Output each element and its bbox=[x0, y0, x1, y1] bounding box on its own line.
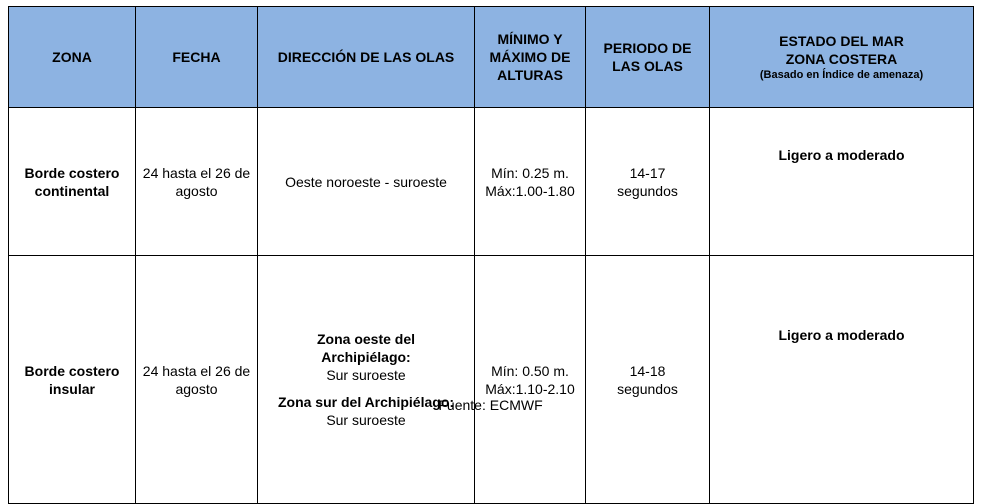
estado-value: Ligero a moderado bbox=[778, 147, 905, 163]
header-periodo bbox=[586, 7, 710, 108]
fecha-line2: agosto bbox=[175, 380, 218, 397]
direccion-zone-a-value: Sur suroeste bbox=[326, 367, 406, 383]
header-fecha: FECHA bbox=[136, 7, 258, 108]
zona-line2: continental bbox=[34, 182, 110, 199]
direccion-cell bbox=[258, 256, 475, 504]
direccion-cell bbox=[258, 108, 475, 256]
fecha-line1: 24 hasta el 26 de bbox=[142, 164, 251, 181]
zona-line1: Borde costero bbox=[24, 362, 120, 379]
direccion-zone-b-value: Sur suroeste bbox=[326, 412, 406, 428]
header-alturas bbox=[475, 7, 586, 108]
periodo-unit: segundos bbox=[617, 182, 678, 199]
periodo-value: 14-18 bbox=[629, 362, 666, 379]
fecha-line2: agosto bbox=[175, 182, 218, 199]
periodo-value: 14-17 bbox=[629, 164, 666, 181]
fecha-cell bbox=[136, 256, 258, 504]
zona-cell bbox=[9, 108, 136, 256]
header-alturas-line3: ALTURAS bbox=[497, 67, 563, 83]
estado-cell bbox=[710, 108, 974, 256]
zona-line1: Borde costero bbox=[24, 164, 120, 181]
table-row-insular bbox=[9, 256, 974, 504]
estado-cell bbox=[710, 256, 974, 504]
estado-value: Ligero a moderado bbox=[778, 327, 905, 343]
header-alturas-line2: MÁXIMO DE bbox=[489, 49, 571, 65]
altura-min: Mín: 0.25 m. bbox=[491, 164, 569, 181]
header-periodo-line1: PERIODO DE bbox=[603, 40, 692, 56]
header-periodo-line2: LAS OLAS bbox=[612, 58, 683, 74]
table-row-continental bbox=[9, 108, 974, 256]
direccion-zone-b-title: Zona sur del Archipiélago: bbox=[277, 394, 455, 410]
alturas-cell bbox=[475, 108, 586, 256]
periodo-cell bbox=[586, 108, 710, 256]
direccion-spacer bbox=[260, 384, 472, 393]
header-alturas-line1: MÍNIMO Y bbox=[497, 31, 563, 47]
direccion-zone-a-title-line2: Archipiélago: bbox=[321, 349, 411, 365]
fecha-line1: 24 hasta el 26 de bbox=[142, 362, 251, 379]
source-caption: Fuente: ECMWF bbox=[438, 397, 543, 413]
header-row bbox=[9, 7, 974, 108]
alturas-cell bbox=[475, 256, 586, 504]
header-estado-line2: ZONA COSTERA bbox=[785, 51, 898, 67]
header-direccion: DIRECCIÓN DE LAS OLAS bbox=[258, 7, 475, 108]
header-estado-subtitle: (Basado en Índice de amenaza) bbox=[759, 69, 924, 81]
altura-max: Máx:1.00-1.80 bbox=[485, 182, 575, 199]
header-estado bbox=[710, 7, 974, 108]
periodo-cell bbox=[586, 256, 710, 504]
altura-min: Mín: 0.50 m. bbox=[491, 362, 569, 379]
periodo-unit: segundos bbox=[617, 380, 678, 397]
direccion-zone-a-title-line1: Zona oeste del bbox=[316, 331, 416, 347]
altura-max: Máx:1.10-2.10 bbox=[485, 380, 575, 397]
direccion-value: Oeste noroeste - suroeste bbox=[285, 173, 447, 190]
zona-cell bbox=[9, 256, 136, 504]
fecha-cell bbox=[136, 108, 258, 256]
zona-line2: insular bbox=[49, 380, 95, 397]
wave-forecast-table bbox=[8, 6, 974, 504]
header-estado-line1: ESTADO DEL MAR bbox=[779, 33, 904, 49]
header-zona: ZONA bbox=[9, 7, 136, 108]
